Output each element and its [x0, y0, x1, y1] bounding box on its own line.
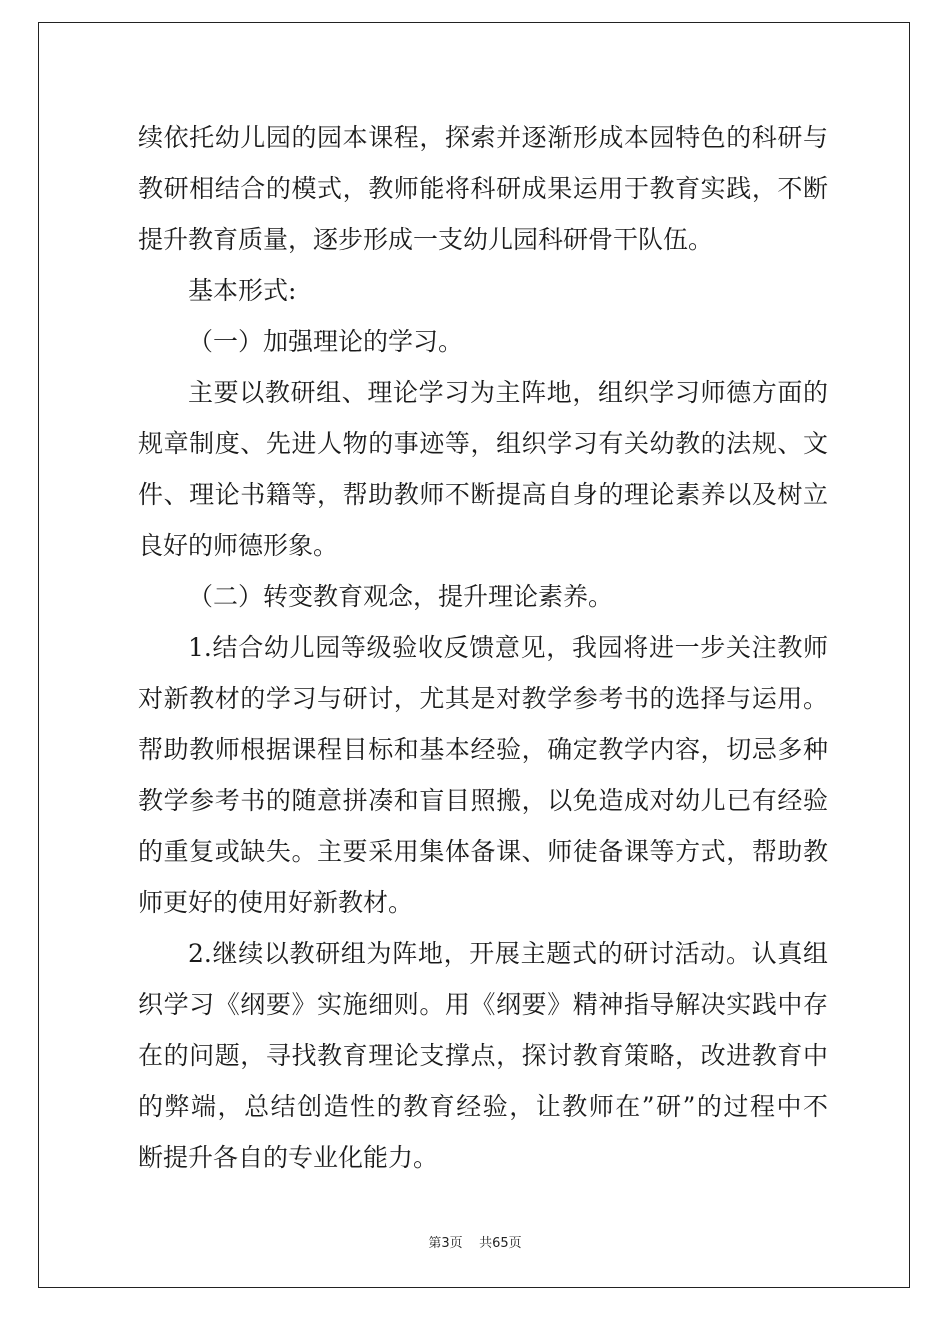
text-line: 教学参考书的随意拼凑和盲目照搬，以免造成对幼儿已有经验	[138, 786, 828, 815]
text-line: 2.继续以教研组为阵地，开展主题式的研讨活动。认真组	[188, 939, 828, 968]
text-line: 在的问题，寻找教育理论支撑点，探讨教育策略，改进教育中	[138, 1041, 828, 1070]
page-number-footer: 第3页 共65页	[428, 1236, 522, 1251]
document-body	[138, 112, 828, 1183]
text-line: （一）加强理论的学习。	[188, 327, 464, 356]
text-line: 断提升各自的专业化能力。	[138, 1143, 439, 1172]
text-line: 教研相结合的模式，教师能将科研成果运用于教育实践，不断	[138, 174, 828, 203]
text-line: 帮助教师根据课程目标和基本经验，确定教学内容，切忌多种	[138, 735, 828, 764]
text-line: 师更好的使用好新教材。	[138, 888, 414, 917]
text-line: 织学习《纲要》实施细则。用《纲要》精神指导解决实践中存	[138, 990, 828, 1019]
text-line: 件、理论书籍等，帮助教师不断提高自身的理论素养以及树立	[138, 480, 828, 509]
text-line: 1.结合幼儿园等级验收反馈意见，我园将进一步关注教师	[188, 633, 828, 662]
text-line: 对新教材的学习与研讨，尤其是对教学参考书的选择与运用。	[138, 684, 828, 713]
text-line: 提升教育质量，逐步形成一支幼儿园科研骨干队伍。	[138, 225, 714, 254]
text-line: 的重复或缺失。主要采用集体备课、师徒备课等方式，帮助教	[138, 837, 828, 866]
text-line: 基本形式:	[188, 276, 297, 305]
text-line: 良好的师德形象。	[138, 531, 339, 560]
text-line: 的弊端，总结创造性的教育经验，让教师在”研”的过程中不	[138, 1092, 828, 1121]
text-line: 规章制度、先进人物的事迹等，组织学习有关幼教的法规、文	[138, 429, 828, 458]
text-line: 主要以教研组、理论学习为主阵地，组织学习师德方面的	[188, 378, 828, 407]
text-line: （二）转变教育观念，提升理论素养。	[188, 582, 614, 611]
text-line: 续依托幼儿园的园本课程，探索并逐渐形成本园特色的科研与	[138, 123, 828, 152]
